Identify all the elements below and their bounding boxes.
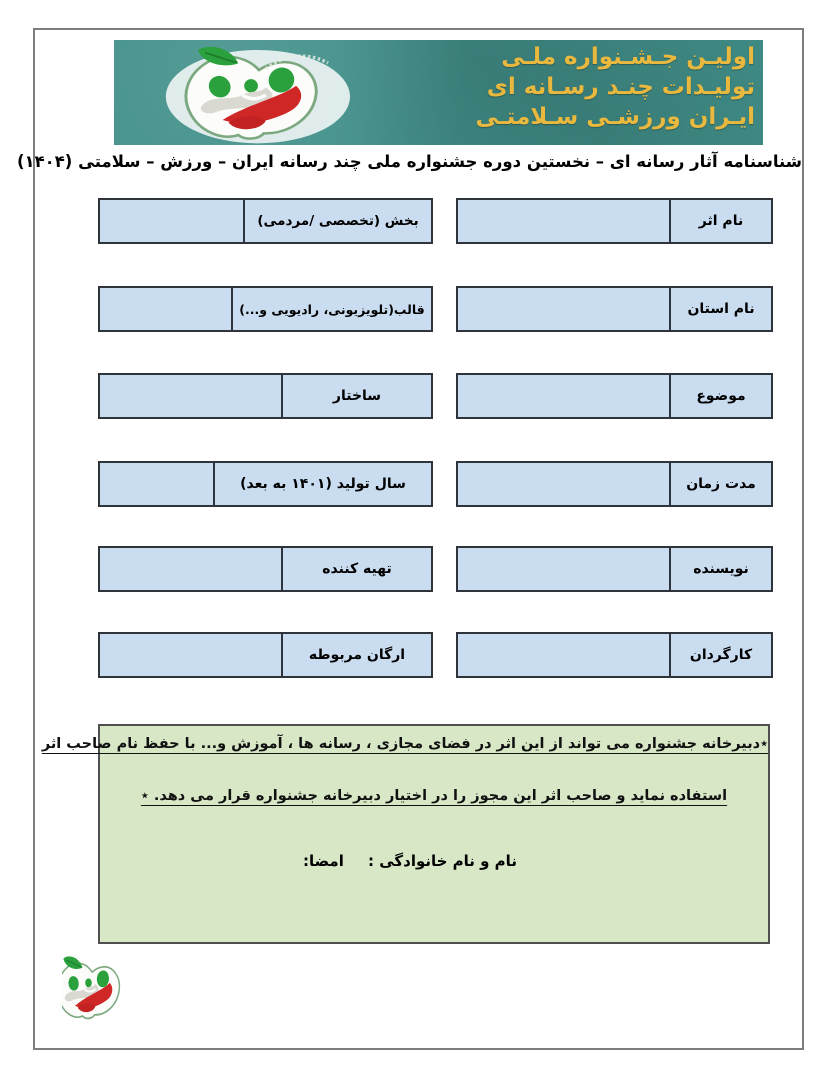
work-name-input[interactable] [458, 200, 669, 242]
signature-label: امضا: [303, 852, 344, 870]
producer-input[interactable] [100, 548, 281, 590]
structure-input[interactable] [100, 375, 281, 417]
section-input[interactable] [100, 200, 243, 242]
work-name-label: نام اثر [669, 200, 771, 242]
field-producer [98, 546, 433, 592]
field-director [456, 632, 773, 678]
field-writer [456, 546, 773, 592]
footer-apple-logo-icon [62, 944, 155, 1034]
field-work-name [456, 198, 773, 244]
notice-line-1: ٭دبیرخانه جشنواره می تواند از این اثر در فضای مجازی ، رسانه ها ، آموزش و... با حفظ نام صاحب اثر [41, 736, 768, 752]
production-year-label: سال تولید (۱۴۰۱ به بعد) [213, 463, 431, 505]
format-input[interactable] [100, 288, 231, 330]
banner-line-1: اولیـن جـشـنواره ملـی [501, 44, 755, 70]
writer-input[interactable] [458, 548, 669, 590]
field-production-year [98, 461, 433, 507]
subject-label: موضوع [669, 375, 771, 417]
section-label: بخش (تخصصی /مردمی) [243, 200, 431, 242]
duration-input[interactable] [458, 463, 669, 505]
full-name-label: نام و نام خانوادگی : [368, 852, 517, 870]
producer-label: تهیه کننده [281, 548, 431, 590]
format-label: قالب(تلویزیونی، رادیویی و...) [231, 288, 431, 330]
duration-label: مدت زمان [669, 463, 771, 505]
festival-banner [114, 40, 763, 145]
related-organization-label: ارگان مربوطه [281, 634, 431, 676]
banner-title-text [325, 42, 755, 132]
director-input[interactable] [458, 634, 669, 676]
arc-text-decoration [262, 49, 332, 73]
province-name-input[interactable] [458, 288, 669, 330]
field-province-name [456, 286, 773, 332]
field-duration [456, 461, 773, 507]
structure-label: ساختار [281, 375, 431, 417]
permission-notice-box [41, 724, 770, 944]
document-title: شناسنامه آثار رسانه ای – نخستین دوره جشنواره ملی چند رسانه ایران – ورزش – سلامتی (۱۴۰۴) [16, 152, 802, 171]
production-year-input[interactable] [100, 463, 213, 505]
banner-line-3: ایـران ورزشـی سـلامتـی [475, 104, 755, 130]
field-related-organization [98, 632, 433, 678]
banner-line-2: تولیـدات چنـد رسـانه ای [486, 74, 755, 100]
province-name-label: نام استان [669, 288, 771, 330]
subject-input[interactable] [458, 375, 669, 417]
notice-line-2: استفاده نماید و صاحب اثر این مجوز را در اختیار دبیرخانه جشنواره قرار می دهد. ٭ [140, 788, 728, 804]
field-section [98, 198, 433, 244]
field-structure [98, 373, 433, 419]
related-organization-input[interactable] [100, 634, 281, 676]
director-label: کارگردان [669, 634, 771, 676]
writer-label: نویسنده [669, 548, 771, 590]
field-subject [456, 373, 773, 419]
field-format [98, 286, 433, 332]
